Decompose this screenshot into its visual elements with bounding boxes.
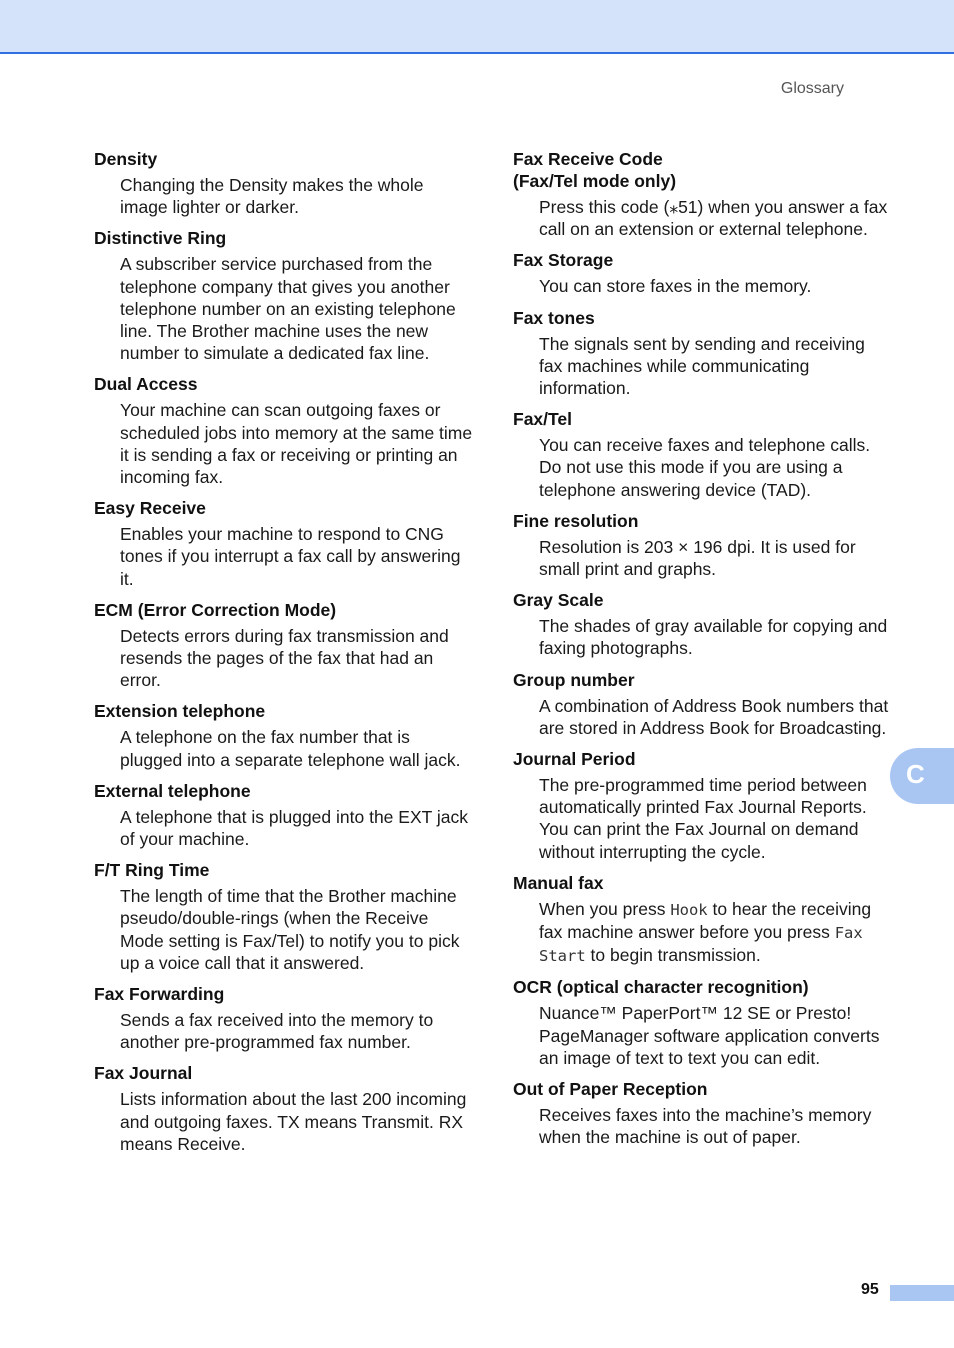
glossary-entry <box>513 148 893 240</box>
glossary-definition: Resolution is 203 × 196 dpi. It is used for small print and graphs. <box>539 536 856 580</box>
chapter-letter: C <box>906 759 925 789</box>
fax-start-key-label: Fax Start <box>539 924 863 966</box>
glossary-term: Gray Scale <box>513 590 604 611</box>
chapter-tab <box>890 748 954 804</box>
glossary-entry <box>513 976 893 1069</box>
glossary-definition: Lists information about the last 200 incoming and outgoing faxes. TX means Transmit. RX means Receive. <box>120 1089 467 1154</box>
glossary-definition: You can receive faxes and telephone calls. Do not use this mode if you are using a telephone answering device (TAD). <box>539 435 871 500</box>
glossary-definition: The shades of gray available for copying and faxing photographs. <box>539 616 888 659</box>
glossary-entry <box>513 872 893 968</box>
glossary-definition: The pre-programmed time period between automatically printed Fax Journal Reports. You can print the Fax Journal on demand without interrupting the cycle. <box>539 775 867 862</box>
glossary-term: Group number <box>513 669 635 690</box>
glossary-definition: A telephone on the fax number that is plugged into a separate telephone wall jack. <box>120 727 461 770</box>
page-number: 95 <box>861 1281 879 1298</box>
glossary-entry <box>513 307 893 400</box>
glossary-entry <box>94 227 474 364</box>
header-band <box>0 0 954 54</box>
glossary-entry <box>513 1078 893 1148</box>
glossary-entry <box>94 599 474 692</box>
glossary-entry <box>94 373 474 488</box>
glossary-entry <box>513 669 893 739</box>
glossary-definition: Sends a fax received into the memory to another pre-programmed fax number. <box>120 1010 434 1053</box>
glossary-term: Out of Paper Reception <box>513 1079 708 1100</box>
glossary-entry <box>94 859 474 974</box>
glossary-term: Manual fax <box>513 872 604 893</box>
glossary-term: Journal Period <box>513 749 636 770</box>
glossary-definition: A combination of Address Book numbers that are stored in Address Book for Broadcasting. <box>539 695 889 738</box>
glossary-term: Fax tones <box>513 307 595 328</box>
glossary-entry <box>513 408 893 501</box>
glossary-definition: Receives faxes into the machine’s memory when the machine is out of paper. <box>539 1105 872 1148</box>
glossary-right-column <box>513 148 893 1157</box>
glossary-entry <box>94 700 474 770</box>
glossary-entry <box>94 983 474 1053</box>
glossary-definition: The signals sent by sending and receiving fax machines while communicating information. <box>539 333 865 399</box>
glossary-term: Distinctive Ring <box>94 228 227 249</box>
glossary-entry <box>94 497 474 590</box>
glossary-entry <box>94 148 474 218</box>
definition-text: to begin transmission. <box>585 945 761 966</box>
glossary-term: External telephone <box>94 780 251 801</box>
glossary-entry <box>513 510 893 580</box>
glossary-term: Fax Journal <box>94 1063 193 1084</box>
glossary-entry <box>94 780 474 850</box>
glossary-definition: Press this code (⁎51) when you answer a fax call on an extension or external telephone. <box>539 197 888 240</box>
glossary-term: Easy Receive <box>94 498 206 519</box>
glossary-definition: A subscriber service purchased from the telephone company that gives you another telephone number on an existing telephone line. The Brother machine uses the new number to simulate a dedicated fax line. <box>120 254 456 364</box>
glossary-term: Density <box>94 149 158 169</box>
glossary-entry <box>94 1062 474 1155</box>
glossary-term: Fax/Tel <box>513 409 573 430</box>
footer-bar <box>890 1285 954 1301</box>
section-label: Glossary <box>780 80 844 97</box>
glossary-definition: Nuance™ PaperPort™ 12 SE or Presto! PageManager software application converts an image of text to text you can edit. <box>539 1003 880 1068</box>
glossary-left-column <box>94 148 474 1164</box>
glossary-term: Extension telephone <box>94 701 266 722</box>
glossary-definition: Changing the Density makes the whole image lighter or darker. <box>120 175 424 218</box>
glossary-entry <box>513 249 893 297</box>
glossary-definition: The length of time that the Brother machine pseudo/double-rings (when the Receive Mode setting is Fax/Tel) to notify you to pick up a voice call that it answered. <box>120 886 460 973</box>
glossary-definition: A telephone that is plugged into the EXT jack of your machine. <box>120 806 468 850</box>
glossary-term: Dual Access <box>94 374 198 395</box>
definition-text: When you press <box>539 898 671 919</box>
glossary-definition: Enables your machine to respond to CNG tones if you interrupt a fax call by answering it. <box>120 524 461 589</box>
glossary-entry <box>513 748 893 863</box>
glossary-term: F/T Ring Time <box>94 860 210 881</box>
glossary-term: Fax Forwarding <box>94 984 225 1005</box>
glossary-entry <box>513 589 893 659</box>
hook-key-label: Hook <box>670 900 708 919</box>
glossary-term: ECM (Error Correction Mode) <box>94 599 337 620</box>
glossary-definition: Your machine can scan outgoing faxes or scheduled jobs into memory at the same time it is sending a fax or receiving or printing an incoming fax. <box>120 400 473 488</box>
glossary-definition <box>539 898 893 968</box>
glossary-term: OCR (optical character recognition) <box>513 977 809 998</box>
definition-text: to hear the receiving fax machine answer before you press <box>539 898 872 943</box>
glossary-term: Fine resolution <box>513 510 639 531</box>
glossary-term: Fax Storage <box>513 250 614 271</box>
glossary-definition: You can store faxes in the memory. <box>539 276 812 297</box>
glossary-definition: Detects errors during fax transmission and resends the pages of the fax that had an error. <box>120 625 449 691</box>
glossary-term: Fax Receive Code (Fax/Tel mode only) <box>513 149 677 191</box>
